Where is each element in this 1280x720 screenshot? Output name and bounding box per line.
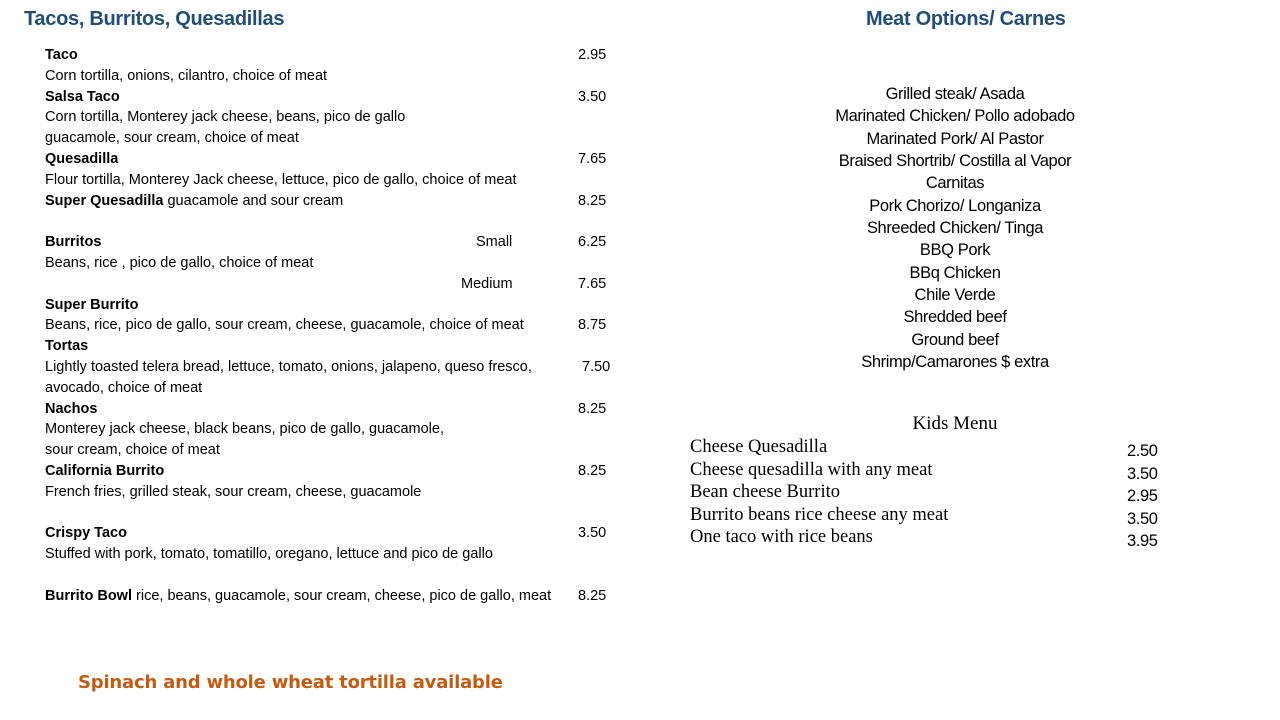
meat-option: Shredded beef [903, 308, 1007, 327]
meat-option: Braised Shortrib/ Costilla al Vapor [838, 152, 1072, 171]
spacer [45, 565, 625, 586]
item-description: Corn tortilla, onions, cilantro, choice of meat [45, 67, 328, 84]
item-name: Salsa Taco [45, 88, 120, 105]
item-name: Super Quesadilla [45, 192, 164, 209]
item-name: Super Burrito [45, 296, 139, 313]
kids-item-name: Cheese Quesadilla [690, 437, 828, 457]
menu-item-tortas [45, 336, 625, 357]
item-name: Taco [45, 47, 78, 63]
item-description: French fries, grilled steak, sour cream, cheese, guacamole [45, 483, 422, 500]
item-description-row [45, 315, 625, 336]
item-name: Quesadilla [45, 150, 119, 167]
item-name: Burrito Bowl [45, 587, 132, 604]
meat-option: BBQ Pork [919, 241, 991, 260]
kids-menu-item [690, 526, 1170, 549]
kids-menu-item [690, 504, 1170, 527]
kids-item-name: One taco with rice beans [690, 527, 873, 547]
kids-item-name: Burrito beans rice cheese any meat [690, 504, 949, 525]
spacer [45, 211, 625, 232]
item-description: Beans, rice, pico de gallo, sour cream, cheese, guacamole, choice of meat [45, 317, 524, 334]
item-description: Beans, rice , pico de gallo, choice of meat [45, 254, 314, 271]
meat-option: Marinated Chicken/ Pollo adobado [835, 107, 1075, 126]
item-price: 8.25 [578, 587, 607, 604]
menu-item-super-quesadilla [45, 191, 625, 212]
item-price: 7.65 [578, 275, 607, 292]
main-menu [45, 45, 625, 607]
item-price: 8.75 [578, 317, 607, 334]
item-description-row [45, 357, 625, 378]
item-description: guacamole, sour cream, choice of meat [45, 130, 299, 147]
item-description: guacamole and sour cream [163, 192, 344, 209]
spacer [45, 503, 625, 524]
kids-item-price: 3.50 [1127, 509, 1158, 528]
item-price: 6.25 [578, 234, 607, 251]
kids-item-name: Bean cheese Burrito [690, 482, 840, 502]
meat-options-list [805, 83, 1105, 373]
menu-section-title: Tacos, Burritos, Quesadillas [24, 8, 285, 30]
meat-option: Carnitas [925, 174, 985, 193]
kids-item-name: Cheese quesadilla with any meat [690, 459, 933, 480]
kids-menu-title: Kids Menu [912, 413, 998, 434]
item-name: Crispy Taco [45, 525, 127, 542]
meat-option: Pork Chorizo/ Longaniza [869, 196, 1041, 215]
meat-option: Marinated Pork/ Al Pastor [866, 129, 1044, 148]
kids-item-price: 3.50 [1127, 464, 1158, 483]
menu-item-salsa-taco [45, 87, 625, 108]
kids-menu-item [690, 459, 1170, 482]
kids-menu-list [690, 436, 1170, 549]
size-label: Small [476, 234, 513, 251]
item-description: Lightly toasted telera bread, lettuce, tomato, onions, jalapeno, queso fresco, [45, 358, 532, 375]
kids-menu-item [690, 436, 1170, 459]
menu-item-california-burrito [45, 461, 625, 482]
item-price: 8.25 [578, 192, 607, 209]
kids-item-price: 2.95 [1127, 487, 1158, 505]
item-description: Stuffed with pork, tomato, tomatillo, oregano, lettuce and pico de gallo [45, 546, 493, 563]
item-name: Nachos [45, 400, 98, 417]
tortilla-note: Spinach and whole wheat tortilla available [78, 672, 503, 693]
item-price: 2.95 [578, 47, 607, 63]
item-name: Tortas [45, 338, 89, 355]
item-price: 7.50 [582, 358, 611, 375]
meat-option: BBq Chicken [909, 263, 1001, 282]
menu-item-taco [45, 45, 625, 66]
menu-item-quesadilla [45, 149, 625, 170]
item-description: rice, beans, guacamole, sour cream, cheese, pico de gallo, meat [132, 587, 552, 604]
menu-item-burrito-bowl [45, 586, 625, 607]
item-price: 8.25 [578, 462, 607, 479]
meat-option: Chile Verde [914, 286, 996, 305]
menu-item-crispy-taco [45, 523, 625, 544]
item-name: Burritos [45, 234, 102, 251]
kids-item-price: 3.95 [1127, 532, 1158, 550]
menu-item-super-burrito [45, 295, 625, 316]
menu-item-nachos [45, 399, 625, 420]
meat-option: Shrimp/Camarones $ extra [861, 353, 1049, 372]
kids-item-price: 2.50 [1127, 442, 1158, 460]
meat-option: Grilled steak/ Asada [885, 85, 1025, 103]
item-price: 7.65 [578, 150, 607, 167]
item-price: 3.50 [578, 525, 607, 542]
item-description: Monterey jack cheese, black beans, pico de gallo, guacamole, [45, 421, 444, 438]
item-name: California Burrito [45, 462, 165, 479]
item-price: 8.25 [578, 400, 607, 417]
menu-item-burritos [45, 232, 625, 253]
item-price: 3.50 [578, 88, 607, 105]
size-label: Medium [461, 275, 513, 292]
meat-option: Shreeded Chicken/ Tinga [866, 219, 1044, 238]
meat-option: Ground beef [911, 330, 999, 349]
kids-menu-item [690, 481, 1170, 504]
item-description: sour cream, choice of meat [45, 442, 220, 459]
meat-options-title: Meat Options/ Carnes [866, 8, 1066, 30]
item-description: Flour tortilla, Monterey Jack cheese, lettuce, pico de gallo, choice of meat [45, 171, 517, 188]
burritos-medium-row [45, 274, 625, 295]
item-description: avocado, choice of meat [45, 379, 203, 396]
item-description: Corn tortilla, Monterey jack cheese, beans, pico de gallo [45, 109, 406, 126]
